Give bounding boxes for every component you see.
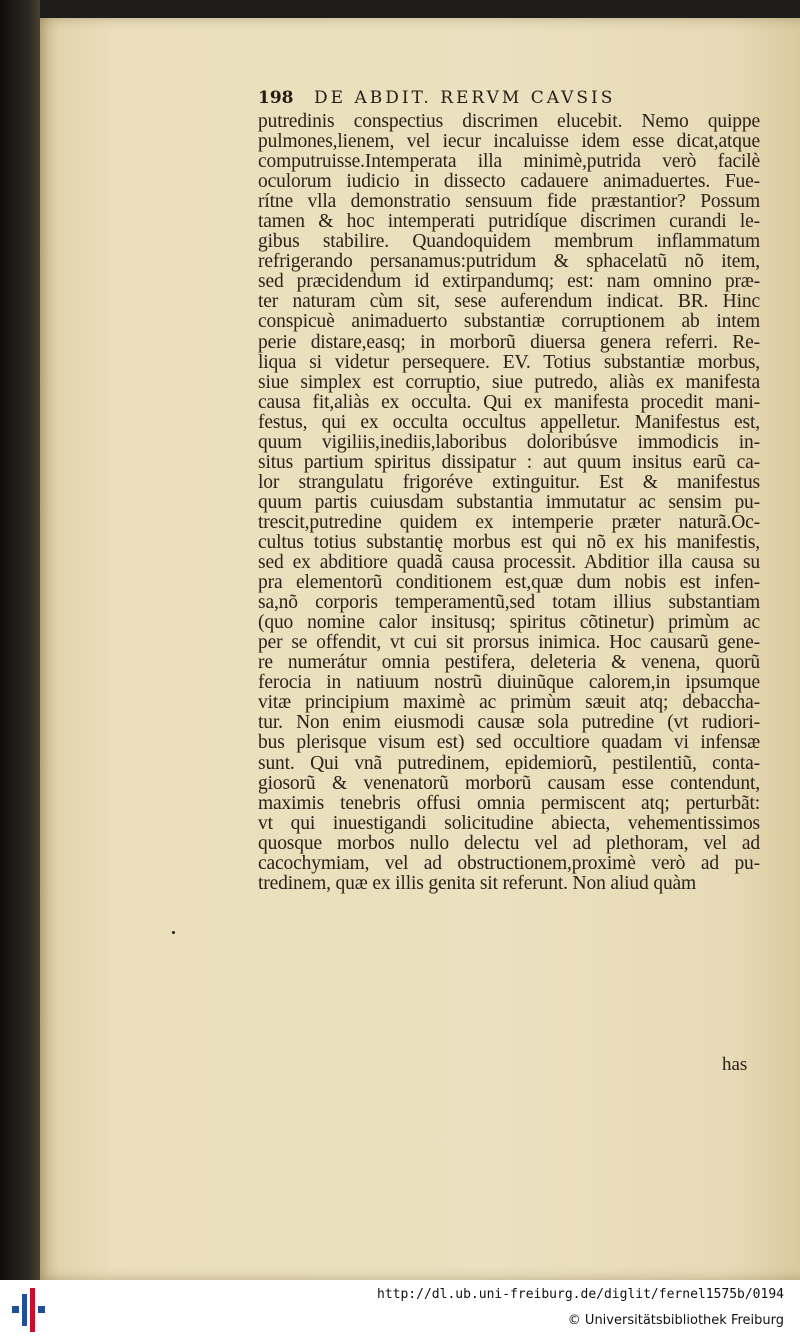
text-line: ferocia in natiuum nostrũ diuinũque calorem,in ipsumque	[258, 673, 760, 694]
text-line: cultus totius substantię morbus est qui nõ ex his manifestis,	[258, 532, 760, 553]
text-line: giosorũ & venenatorũ morborũ causam esse contendunt,	[258, 773, 760, 794]
text-line: ter naturam cùm sit, sese auferendum indicat. BR. Hinc	[258, 292, 760, 313]
text-line: vt qui inuestigandi solicitudine abiecta, vehementissimos	[258, 813, 760, 834]
text-line: computruisse.Intemperata illa minimè,putrida verò facilè	[258, 152, 760, 173]
text-line: gibus stabilire. Quandoquidem membrum inflammatum	[258, 232, 760, 253]
text-line: bus plerisque visum est) sed occultiore quadam vi infensæ	[258, 733, 760, 754]
text-line: vitæ principium maximè ac primùm sæuit atq; debaccha-	[258, 693, 760, 714]
text-line: situs partium spiritus dissipatur : aut quum insitus earũ ca-	[258, 452, 760, 473]
text-line: perie distare,easq; in morborũ diuersa genera referri. Re-	[258, 332, 760, 353]
text-line: sed præcidendum id extirpandumq; est: nam omnino præ-	[258, 272, 760, 293]
running-head: DE ABDIT. RERVM CAVSIS	[314, 88, 616, 108]
book-gutter	[0, 0, 40, 1280]
text-line: quosque morbos nullo delectu vel ad plethoram, vel ad	[258, 833, 760, 854]
text-line: sunt. Qui vnã putredinem, epidemiorũ, pestilentiũ, conta-	[258, 753, 760, 774]
text-line: refrigerando persanamus:putridum & sphacelatũ nõ item,	[258, 252, 760, 273]
page-url-link[interactable]: http://dl.ub.uni-freiburg.de/diglit/fernel1575b/0194	[377, 1287, 784, 1302]
page-text	[258, 112, 760, 894]
ink-speck	[172, 931, 175, 934]
catchword: has	[722, 1054, 748, 1075]
text-line: re numerátur omnia pestifera, deleteria & venena, quorũ	[258, 653, 760, 674]
text-line: causa fit,aliàs ex occulta. Qui ex manifesta procedit mani-	[258, 392, 760, 413]
ub-freiburg-logo-icon	[12, 1288, 46, 1332]
copyright-notice: © Universitätsbibliothek Freiburg	[567, 1313, 784, 1328]
text-line: lor strangulatu frigoréve extinguitur. Est & manifestus	[258, 472, 760, 493]
text-line: pulmones,lienem, vel iecur incaluisse idem esse dicat,atque	[258, 132, 760, 153]
text-line: liqua si videtur persequere. EV. Totius substantiæ morbus,	[258, 352, 760, 373]
text-line: quum vigiliis,inediis,laboribus doloribúsve immodicis in-	[258, 432, 760, 453]
text-line: oculorum iudicio in dissecto cadauere animaduertes. Fue-	[258, 172, 760, 193]
text-line: festus, qui ex occulta occultus appelletur. Manifestus est,	[258, 412, 760, 433]
text-line: maximis tenebris offusi omnia permiscent atq; perturbãt:	[258, 793, 760, 814]
text-line: sa,nõ corporis temperamentũ,sed totam illius substantiam	[258, 593, 760, 614]
page-number: 198	[258, 88, 294, 108]
text-line: (quo nomine calor insitusq; spiritus cõtinetur) primùm ac	[258, 613, 760, 634]
text-line: trescit,putredine quidem ex intemperie præter naturã.Oc-	[258, 512, 760, 533]
text-line: sed ex abditiore quadã causa processit. Abditior illa causa su	[258, 553, 760, 574]
text-line: cacochymiam, vel ad obstructionem,proximè verò ad pu-	[258, 853, 760, 874]
text-line: siue simplex est corruptio, siue putredo, aliàs ex manifesta	[258, 372, 760, 393]
text-line: pra elementorũ conditionem est,quæ dum nobis est infen-	[258, 573, 760, 594]
text-line: tredinem, quæ ex illis genita sit referunt. Non aliud quàm	[258, 873, 697, 894]
text-line: rítne vlla demonstratio sensuum fide præstantior? Possum	[258, 192, 760, 213]
text-line: conspicuè animaduerto substantiæ corruptionem ab intem	[258, 312, 760, 333]
text-line: putredinis conspectius discrimen elucebit. Nemo quippe	[258, 112, 760, 132]
viewer-footer	[0, 1280, 800, 1339]
page-header	[258, 88, 758, 112]
text-line: tur. Non enim eiusmodi causæ sola putredine (vt rudiori-	[258, 713, 760, 734]
text-line: per se offendit, vt cui sit prorsus inimica. Hoc causarũ gene-	[258, 633, 760, 654]
text-line: quum partis cuiusdam substantia immutatur ac sensim pu-	[258, 492, 760, 513]
text-line: tamen & hoc intemperati putridíque discrimen curandi le-	[258, 212, 760, 233]
